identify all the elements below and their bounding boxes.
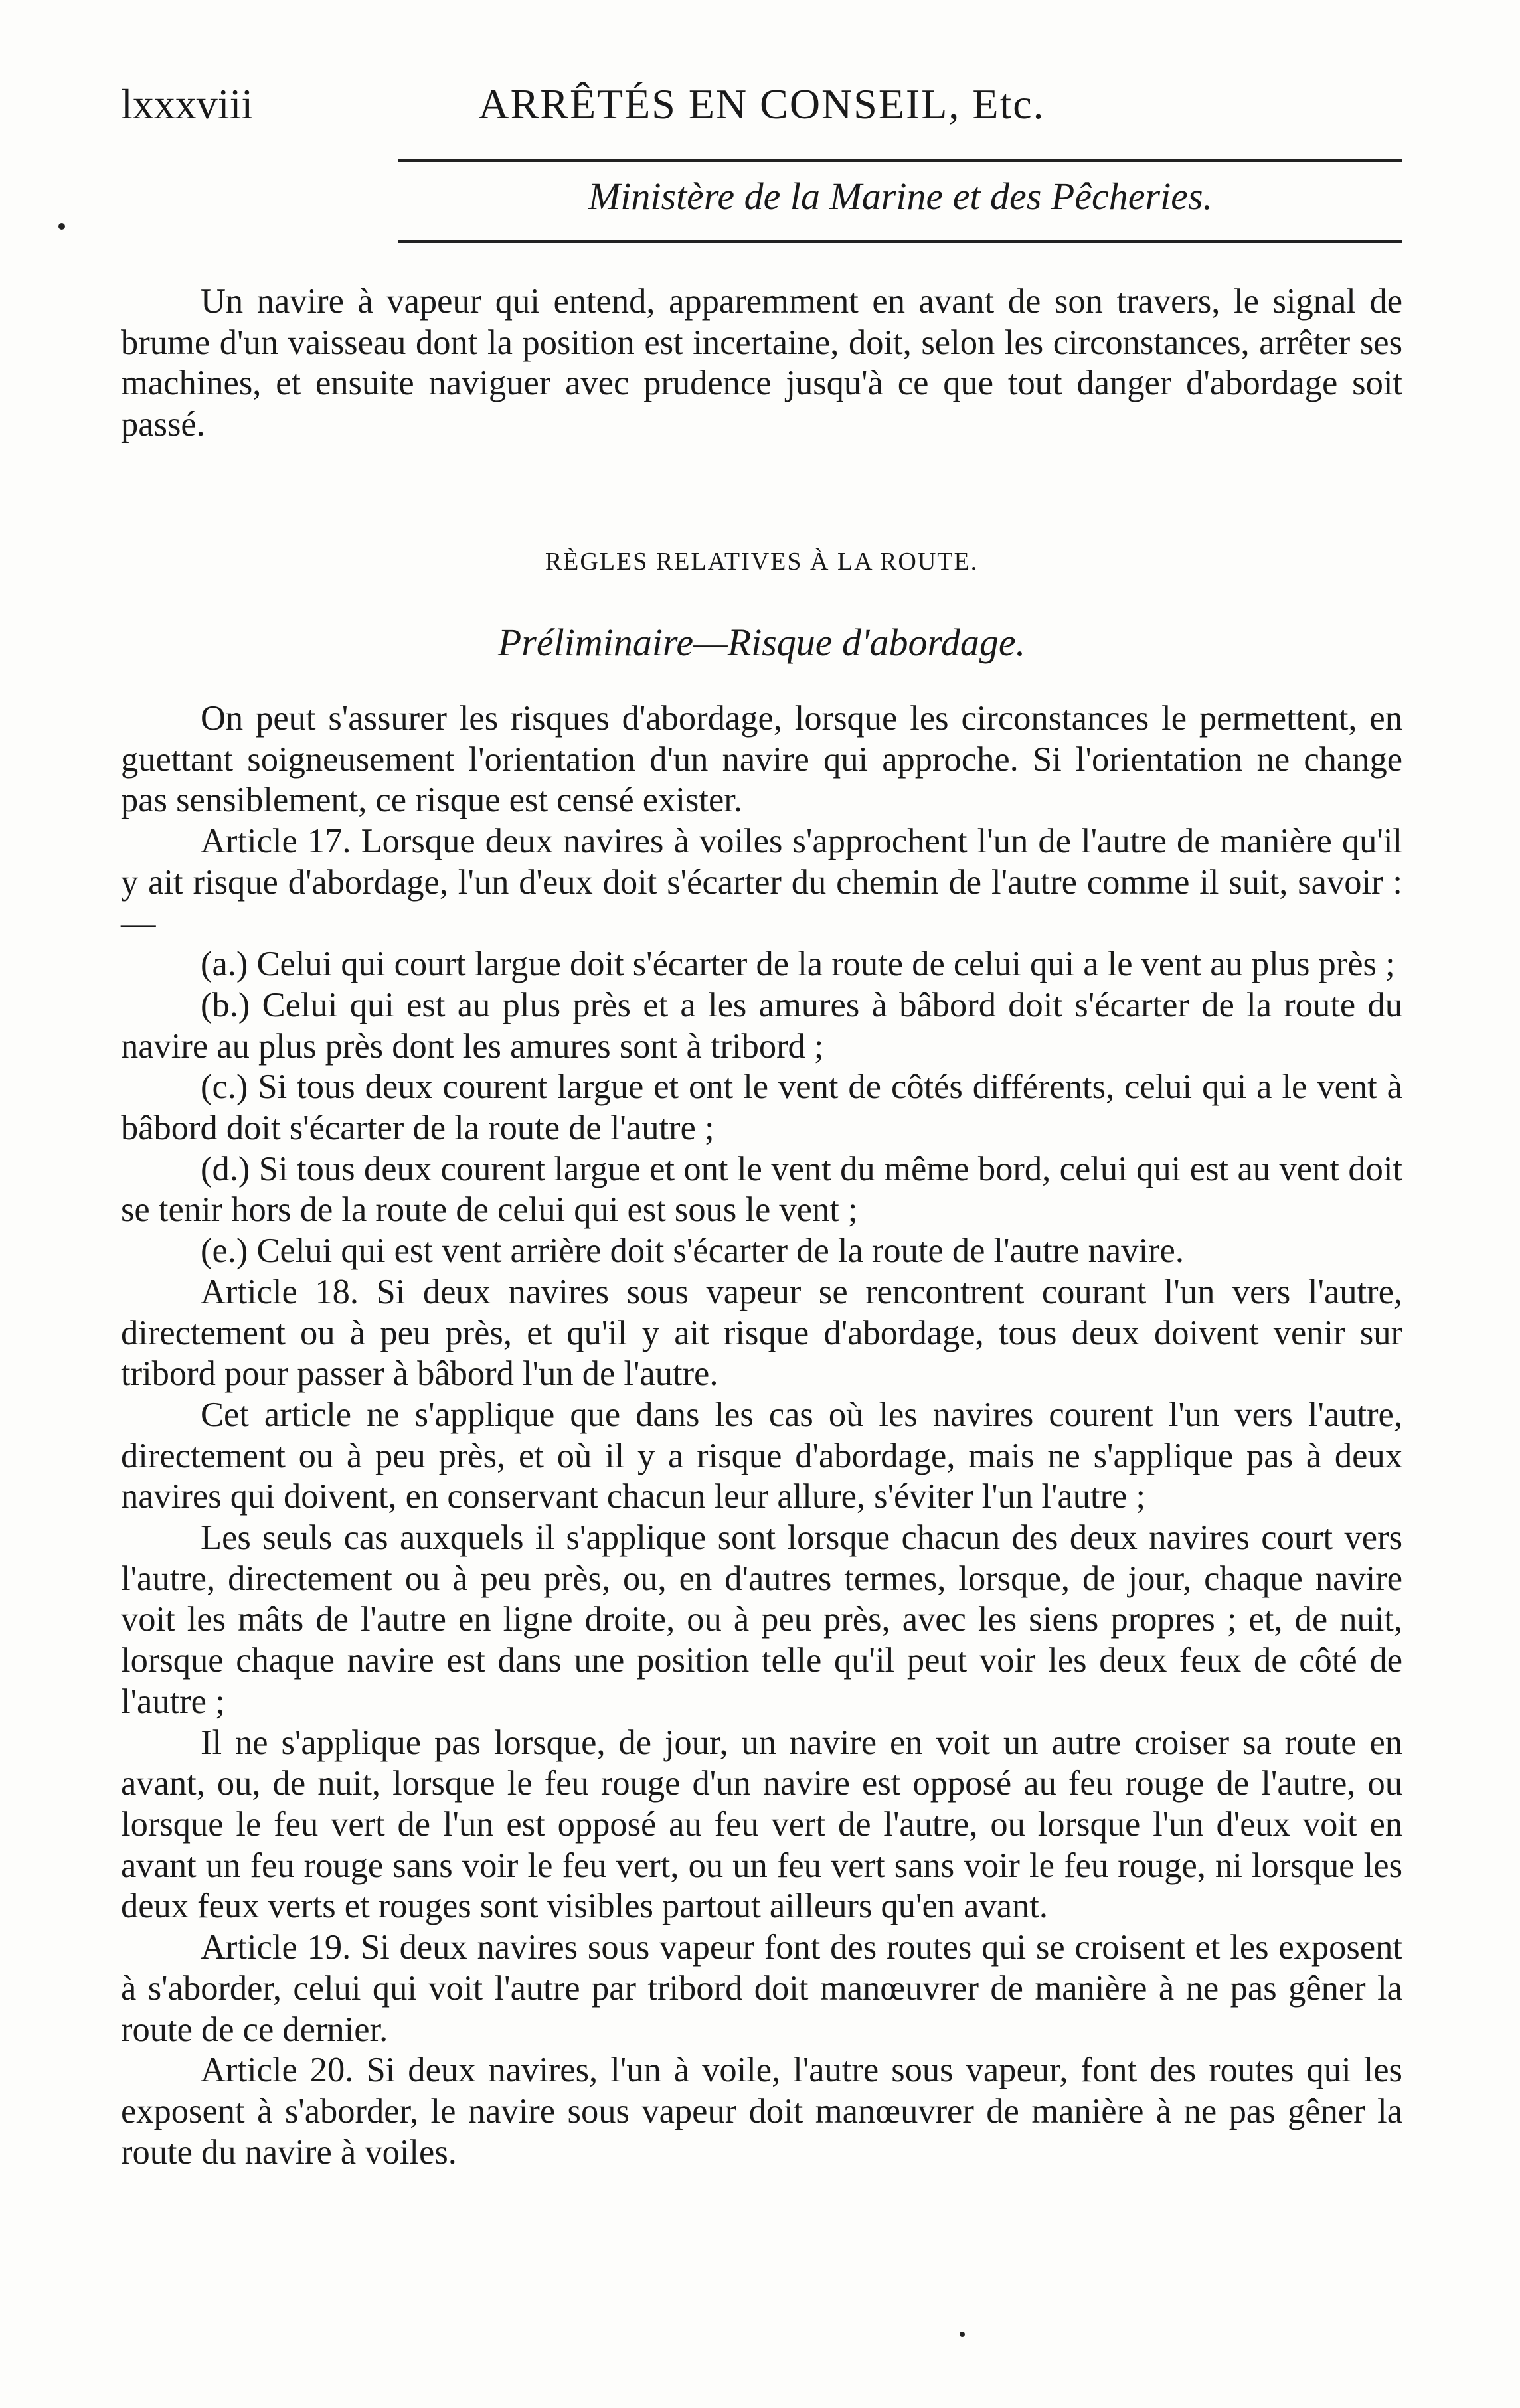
page-number: lxxxviii: [121, 80, 254, 127]
rules-body: [121, 698, 1402, 2173]
paragraph-article-19: Article 19. Si deux navires sous vapeur font des routes qui se croisent et les exposent à s'aborder, celui qui voit l'autre par tribord doit manœuvrer de manière à ne pas gêner la route de ce dernier.: [121, 1928, 1402, 2049]
intro-paragraph: Un navire à vapeur qui entend, apparemment en avant de son travers, le signal de brume d'un vaisseau dont la position est incertaine, doit, selon les circonstances, arrêter ses machines, et ensuite naviguer avec prudence jusqu'à ce que tout danger d'abordage soit passé.: [121, 282, 1402, 444]
header-rule-top: [398, 159, 1402, 162]
header-rule-bottom: [398, 240, 1402, 243]
intro-block: [121, 281, 1402, 445]
section-subheading: Préliminaire—Risque d'abordage.: [497, 621, 1026, 664]
running-title: ARRÊTÉS EN CONSEIL, Etc.: [478, 80, 1045, 127]
paragraph-preliminary: On peut s'assurer les risques d'abordage, lorsque les circonstances le permettent, en guettant soigneusement l'orientation d'un navire qui approche. Si l'orientation ne change pas sensiblement, ce risque est censé exister.: [121, 699, 1402, 820]
section-heading: RÈGLES RELATIVES À LA ROUTE.: [545, 548, 979, 576]
paragraph-18-scope: Cet article ne s'applique que dans les cas où les navires courent l'un vers l'autre, directement ou à peu près, et où il y a risque d'abordage, mais ne s'applique pas à deux navires qui doivent, en conservant chacun leur allure, s'éviter l'un l'autre ;: [121, 1395, 1402, 1516]
paragraph-article-20: Article 20. Si deux navires, l'un à voile, l'autre sous vapeur, font des routes qui les exposent à s'aborder, le navire sous vapeur doit manœuvrer de manière à ne pas gêner la route du navire à voiles.: [121, 2051, 1402, 2172]
ministry-title: Ministère de la Marine et des Pêcheries.: [588, 175, 1213, 218]
margin-speck-bottom: [960, 2332, 965, 2337]
paragraph-17b: (b.) Celui qui est au plus près et a les amures à bâbord doit s'écarter de la route du navire au plus près dont les amures sont à tribord ;: [121, 985, 1402, 1066]
paragraph-17a: (a.) Celui qui court largue doit s'écarter de la route de celui qui a le vent au plus près ;: [201, 945, 1395, 984]
paragraph-article-17: Article 17. Lorsque deux navires à voiles s'approchent l'un de l'autre de manière qu'il y ait risque d'abordage, l'un d'eux doit s'écarter du chemin de l'autre comme il suit, savoir :—: [121, 822, 1402, 943]
paragraph-17c: (c.) Si tous deux courent largue et ont le vent de côtés différents, celui qui a le vent à bâbord doit s'écarter de la route de l'autre ;: [121, 1068, 1402, 1148]
margin-speck: [58, 223, 65, 230]
paragraph-article-18: Article 18. Si deux navires sous vapeur se rencontrent courant l'un vers l'autre, directement ou à peu près, et qu'il y ait risque d'abordage, tous deux doivent venir sur tribord pour passer à bâbord l'un de l'autre.: [121, 1272, 1402, 1394]
paragraph-18-cases: Les seuls cas auxquels il s'applique sont lorsque chacun des deux navires court vers l'autre, directement ou à peu près, ou, en d'autres termes, lorsque, de jour, chaque navire voit les mâts de l'autre en ligne droite, ou à peu près, avec les siens propres ; et, de nuit, lorsque chaque navire est dans une position telle qu'il peut voir les deux feux de côté de l'autre ;: [121, 1518, 1402, 1721]
paragraph-18-exclusions: Il ne s'applique pas lorsque, de jour, un navire en voit un autre croiser sa route en avant, ou, de nuit, lorsque le feu rouge d'un navire est opposé au feu rouge de l'autre, ou lorsque le feu vert de l'un est opposé au feu vert de l'autre, ou lorsque l'un d'eux voit en avant un feu rouge sans voir le feu vert, ou un feu vert sans voir le feu rouge, ni lorsque les deux feux verts et rouges sont visibles partout ailleurs qu'en avant.: [121, 1723, 1402, 1926]
paragraph-17d: (d.) Si tous deux courent largue et ont le vent du même bord, celui qui est au vent doit se tenir hors de la route de celui qui est sous le vent ;: [121, 1149, 1402, 1230]
paragraph-17e: (e.) Celui qui est vent arrière doit s'écarter de la route de l'autre navire.: [201, 1232, 1184, 1271]
running-header: [121, 74, 1402, 134]
